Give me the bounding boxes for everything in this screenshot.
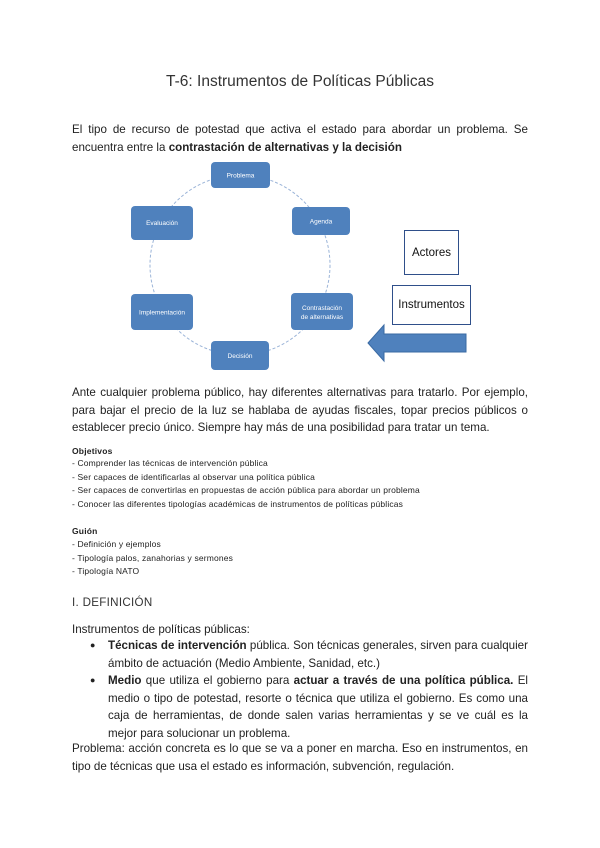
list-item: - Ser capaces de convertirlas en propuestas de acción pública para abordar un problema [72, 485, 420, 495]
left-arrow-shape [368, 325, 466, 361]
cycle-node-implementacion [131, 294, 193, 330]
bullet-bold: actuar a través de una política pública. [293, 674, 514, 687]
list-item [108, 637, 528, 672]
bullet-text: El medio o tipo de potestad, resorte o técnica que utiliza el gobierno. Es como una caja de herramientas, de donde salen varias herramientas y se ve cuál es la mejor para solucionar un problema. [108, 674, 528, 740]
list-item: - Tipología palos, zanahorias y sermones [72, 552, 233, 563]
definition-bullets [108, 637, 528, 742]
bullet-bold: Técnicas de intervención [108, 639, 247, 652]
node-label: Decisión [227, 353, 253, 360]
node-label: Problema [226, 172, 255, 180]
node-label: de alternativas [300, 314, 344, 321]
cycle-node-problema [211, 162, 270, 188]
policy-cycle-diagram [0, 0, 600, 380]
list-item: - Definición y ejemplos [72, 539, 161, 549]
problema-paragraph: Problema: acción concreta es lo que se va a poner en marcha. Eso en instrumentos, en tipo de técnicas que usa el estado es información, subvención, regulación. [72, 742, 528, 773]
definition-lead: Instrumentos de políticas públicas: [72, 623, 250, 636]
guion-list [72, 538, 233, 579]
objetivos-list [72, 457, 420, 511]
intro-bold: contrastación de alternativas y la decisión [168, 140, 402, 154]
bullet-bold: Medio [108, 674, 142, 687]
cycle-node-contrastacion [291, 293, 353, 330]
bullet-text: pública. Son técnicas generales, sirven para cualquier ámbito de actuación (Medio Ambiente, Sanidad, etc.) [108, 639, 528, 670]
list-item: - Comprender las técnicas de intervención pública [72, 458, 268, 468]
list-item [108, 672, 528, 742]
node-label: Implementación [139, 309, 185, 317]
cycle-node-decision [211, 341, 269, 370]
bullet-text: que utiliza el gobierno para [141, 674, 294, 687]
list-item: - Tipología NATO [72, 566, 140, 576]
guion-heading: Guión [72, 526, 98, 536]
page-title: T-6: Instrumentos de Políticas Públicas [166, 73, 434, 90]
instrumentos-box: Instrumentos [392, 285, 471, 325]
alternatives-paragraph: Ante cualquier problema público, hay diferentes alternativas para tratarlo. Por ejemplo, para bajar el precio de la luz se hablaba de ayudas fiscales, topar precios públicos o establecer precio único. Siempre hay más de una posibilidad para tratar un tema. [72, 386, 528, 434]
cycle-node-agenda [292, 207, 350, 235]
actores-box: Actores [404, 230, 459, 275]
section-heading-definicion: I. DEFINICIÓN [72, 596, 153, 609]
intro-text: El tipo de recurso de potestad que activa el estado para abordar un problema. Se encuentra entre la [72, 123, 528, 154]
cycle-node-evaluacion [131, 206, 193, 240]
node-label: Evaluación [146, 220, 178, 227]
list-item: - Conocer las diferentes tipologías académicas de instrumentos de políticas públicas [72, 498, 404, 509]
list-item: - Ser capaces de identificarlas al observar una política pública [72, 471, 316, 482]
objetivos-heading: Objetivos [72, 446, 113, 456]
node-label: Agenda [309, 218, 333, 226]
node-label: Contrastación [301, 305, 343, 312]
